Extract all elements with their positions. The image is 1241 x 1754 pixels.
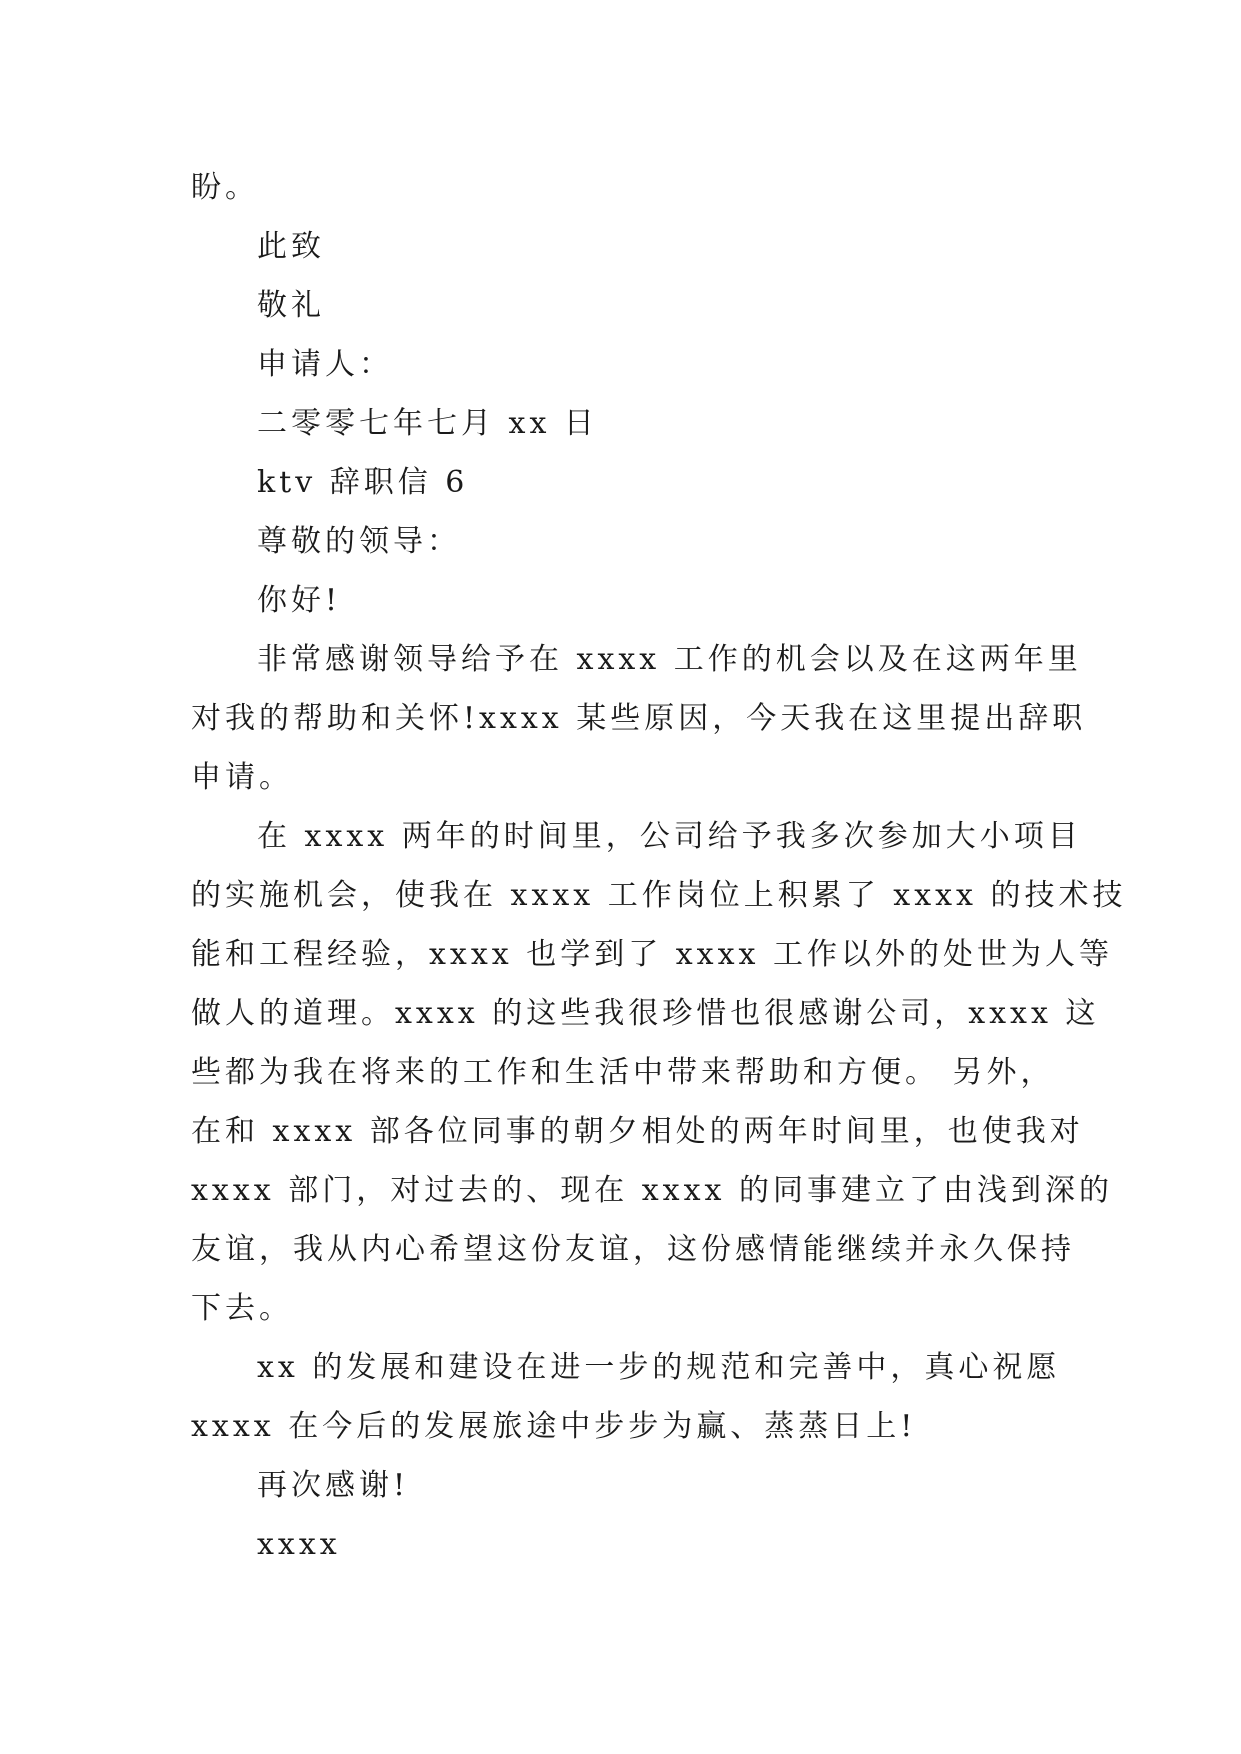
letter-body <box>191 158 1127 1574</box>
text-line: xx 的发展和建设在进一步的规范和完善中，真心祝愿 <box>257 1350 1061 1385</box>
text-line: 非常感谢领导给予在 xxxx 工作的机会以及在这两年里 <box>257 642 1082 677</box>
text-line: 申请。 <box>191 760 293 795</box>
signature-line: xxxx <box>257 1527 341 1562</box>
text-line: 在 xxxx 两年的时间里，公司给予我多次参加大小项目 <box>257 819 1082 854</box>
salutation-closing: 敬礼 <box>257 288 325 323</box>
thanks-line: 再次感谢! <box>257 1468 410 1503</box>
text-line: 在和 xxxx 部各位同事的朝夕相处的两年时间里，也使我对 <box>191 1114 1084 1149</box>
text-line: 下去。 <box>191 1291 293 1326</box>
letter-heading: ktv 辞职信 6 <box>257 465 469 500</box>
text-line: xxxx 在今后的发展旅途中步步为赢、蒸蒸日上! <box>191 1409 917 1444</box>
text-line: 些都为我在将来的工作和生活中带来帮助和方便。 另外， <box>191 1055 1055 1090</box>
text-line: 做人的道理。xxxx 的这些我很珍惜也很感谢公司，xxxx 这 <box>191 996 1100 1031</box>
hello-line: 你好! <box>257 583 342 618</box>
text-line: xxxx 部门，对过去的、现在 xxxx 的同事建立了由浅到深的 <box>191 1173 1113 1208</box>
applicant-label: 申请人： <box>257 347 393 382</box>
date-line: 二零零七年七月 xx 日 <box>257 406 598 441</box>
text-line: 能和工程经验，xxxx 也学到了 xxxx 工作以外的处世为人等 <box>191 937 1113 972</box>
text-line: 友谊，我从内心希望这份友谊，这份感情能继续并永久保持 <box>191 1232 1075 1267</box>
text-line: 对我的帮助和关怀!xxxx 某些原因，今天我在这里提出辞职 <box>191 701 1087 736</box>
greeting-line: 尊敬的领导： <box>257 524 461 559</box>
text-line: 的实施机会，使我在 xxxx 工作岗位上积累了 xxxx 的技术技 <box>191 878 1127 913</box>
closing-line: 此致 <box>257 229 325 264</box>
text-line: 盼。 <box>191 170 259 205</box>
